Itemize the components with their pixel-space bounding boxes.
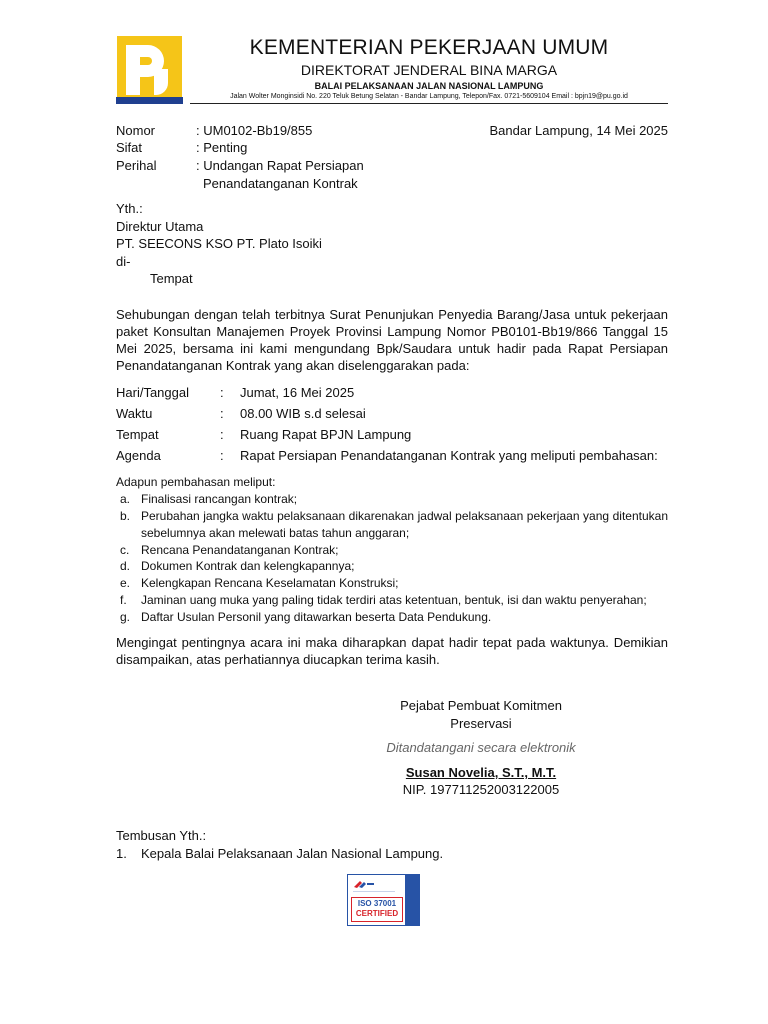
list-marker: f. xyxy=(120,593,127,607)
list-marker: c. xyxy=(120,543,130,557)
signatory-name: Susan Novelia, S.T., M.T. xyxy=(405,765,557,780)
schedule-day-label: Hari/Tanggal xyxy=(116,385,189,400)
certified-stamp xyxy=(351,897,403,922)
schedule-day-value: Jumat, 16 Mei 2025 xyxy=(240,385,355,400)
electronic-signature-note: Ditandatangani secara elektronik xyxy=(386,740,576,755)
list-item: Rencana Penandatanganan Kontrak; xyxy=(141,543,339,557)
iso-label: ISO 37001 xyxy=(357,899,397,908)
signatory-position: Pejabat Pembuat Komitmen xyxy=(400,698,562,713)
list-item: Daftar Usulan Personil yang ditawarkan beserta Data Pendukung. xyxy=(141,610,492,624)
schedule-agenda-value: Rapat Persiapan Penandatanganan Kontrak yang meliputi pembahasan: xyxy=(240,448,658,463)
cc-marker: 1. xyxy=(116,846,127,861)
iso-37001-certification-badge xyxy=(347,874,420,926)
office-address: Jalan Wolter Monginsidi No. 220 Teluk Betung Selatan - Bandar Lampung, Telepon/Fax. 0721-5609104 Email : bpjn19@pu.go.id xyxy=(230,93,628,100)
cc-item: Kepala Balai Pelaksanaan Jalan Nasional Lampung. xyxy=(141,846,444,861)
nomor-label: Nomor xyxy=(116,123,156,138)
sifat-label: Sifat xyxy=(116,140,143,155)
perihal-value-continued: Penandatanganan Kontrak xyxy=(203,176,358,191)
directorate-title: DIREKTORAT JENDERAL BINA MARGA xyxy=(300,62,558,78)
schedule-agenda-colon: : xyxy=(220,448,224,463)
schedule-place-value: Ruang Rapat BPJN Lampung xyxy=(240,427,412,442)
cc-title: Tembusan Yth.: xyxy=(116,828,207,843)
list-item: Jaminan uang muka yang paling tidak terdiri atas ketentuan, bentuk, isi dan waktu penyerahan; xyxy=(141,593,647,607)
signatory-nip: NIP. 197711252003122005 xyxy=(402,782,560,797)
nomor-value: : UM0102-Bb19/855 xyxy=(196,123,313,138)
recipient-place: Tempat xyxy=(150,271,193,286)
recipient-di: di- xyxy=(116,254,131,269)
discussion-intro: Adapun pembahasan meliput: xyxy=(116,475,276,489)
closing-paragraph: Mengingat pentingnya acara ini maka diharapkan dapat hadir tepat pada waktunya. Demikian disampaikan, atas perhatiannya diucapkan terima kasih. xyxy=(116,635,668,667)
schedule-place-label: Tempat xyxy=(116,427,159,442)
place-date: Bandar Lampung, 14 Mei 2025 xyxy=(489,123,668,138)
list-item: Dokumen Kontrak dan kelengkapannya; xyxy=(141,559,355,573)
list-item: Finalisasi rancangan kontrak; xyxy=(141,492,298,506)
list-item: Kelengkapan Rencana Keselamatan Konstruksi; xyxy=(141,576,399,590)
recipient-company: PT. SEECONS KSO PT. Plato Isoiki xyxy=(116,236,322,251)
list-marker: g. xyxy=(120,610,131,624)
recipient-greeting: Yth.: xyxy=(116,201,143,216)
signatory-unit: Preservasi xyxy=(450,716,512,731)
schedule-time-value: 08.00 WIB s.d selesai xyxy=(240,406,366,421)
perihal-value: : Undangan Rapat Persiapan xyxy=(196,158,364,173)
schedule-day-colon: : xyxy=(220,385,224,400)
sifat-value: : Penting xyxy=(196,140,248,155)
office-title: BALAI PELAKSANAAN JALAN NASIONAL LAMPUNG xyxy=(314,81,544,91)
opening-paragraph: Sehubungan dengan telah terbitnya Surat Penunjukan Penyedia Barang/Jasa untuk pekerjaan paket Konsultan Manajemen Proyek Provinsi Lampung Nomor PB0101-Bb19/866 Tanggal 15 Mei 2025, bersama ini kami mengundang Bpk/Saudara untuk hadir pada Rapat Persiapan Penandatanganan Kontrak yang akan diselenggarakan pada: xyxy=(116,307,668,373)
schedule-agenda-label: Agenda xyxy=(116,448,161,463)
certifier-logo-icon xyxy=(353,879,375,889)
ministry-title: KEMENTERIAN PEKERJAAN UMUM xyxy=(249,36,609,59)
badge-side-band xyxy=(405,875,419,925)
list-marker: d. xyxy=(120,559,131,573)
recipient-title: Direktur Utama xyxy=(116,219,204,234)
list-marker: b. xyxy=(120,509,131,523)
list-item: Perubahan jangka waktu pelaksanaan dikarenakan jadwal pelaksanaan pekerjaan yang ditentukan sebelumnya akan melewati batas tahun anggaran; xyxy=(141,509,668,540)
schedule-time-colon: : xyxy=(220,406,224,421)
certified-label: CERTIFIED xyxy=(355,909,399,918)
letterhead-divider xyxy=(190,103,668,104)
perihal-label: Perihal xyxy=(116,158,157,173)
badge-divider xyxy=(353,891,395,892)
schedule-time-label: Waktu xyxy=(116,406,153,421)
pupr-logo xyxy=(116,35,183,104)
list-marker: a. xyxy=(120,492,131,506)
list-marker: e. xyxy=(120,576,131,590)
schedule-place-colon: : xyxy=(220,427,224,442)
